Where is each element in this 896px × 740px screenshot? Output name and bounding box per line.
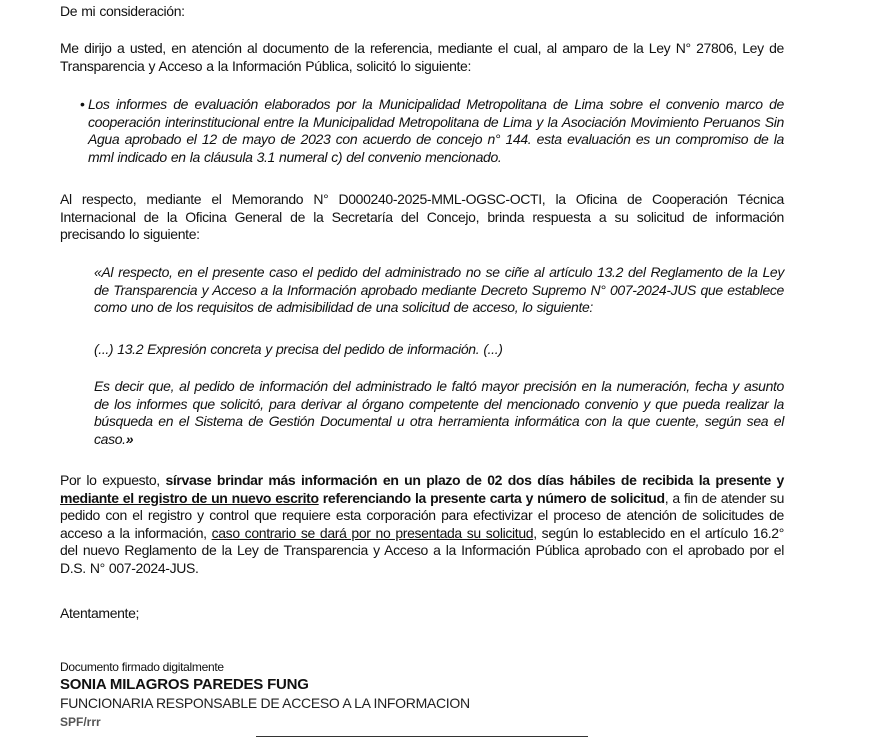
signer-role: FUNCIONARIA RESPONSABLE DE ACCESO A LA INFORMACION — [60, 695, 470, 711]
quote-paragraph-1: «Al respecto, en el presente caso el pedido del administrado no se ciñe al artículo 13.2 del Reglamento de la Ley de Transparencia y Acceso a la Información aprobado mediante Decreto Supremo N° 007-2024-JUS que establece como uno de los requisitos de admisibilidad de una solicitud de acceso, lo siguiente: — [94, 264, 784, 315]
signer-name: SONIA MILAGROS PAREDES FUNG — [60, 676, 309, 693]
bullet-icon: • — [80, 96, 85, 112]
reference-initials: SPF/rrr — [60, 715, 101, 729]
conclusion-paragraph — [60, 472, 784, 577]
quote-close-mark: » — [125, 430, 134, 447]
closing: Atentamente; — [60, 605, 140, 621]
footer-divider — [256, 736, 588, 737]
conclusion-text-2: , a fin de atender su pedido con el registro y control que requiere esta corporación para efectivizar el proceso de atención de solicitudes de acceso a la información, — [60, 489, 785, 541]
conclusion-bold-underline: mediante el registro de un nuevo escrito — [60, 489, 319, 506]
request-list-item — [80, 96, 784, 166]
conclusion-text-3: , según lo establecido en el artículo 16.2° del nuevo Reglamento de la Ley de Transparencia y Acceso a la Información Pública aprobado con el aprobado por el D.S. N° 007-2024-JUS. — [60, 524, 784, 576]
quote-paragraph-3-text: Es decir que, al pedido de información del administrado le faltó mayor precisión en la numeración, fecha y asunto de los informes que solicitó, para derivar al órgano competente del mencionado convenio y que pueda realizar la búsqueda en el Sistema de Gestión Documental u otra herramienta informática con la que cuente, según sea el caso. — [94, 378, 784, 447]
quote-paragraph-3 — [94, 378, 784, 448]
conclusion-bold-1: sírvase brindar más información en un plazo de 02 dos días hábiles de recibida la presente y — [165, 472, 784, 488]
conclusion-text-1: Por lo expuesto, — [60, 472, 166, 488]
signature-label: Documento firmado digitalmente — [60, 660, 224, 674]
response-paragraph: Al respecto, mediante el Memorando N° D000240-2025-MML-OGSC-OCTI, la Oficina de Cooperación Técnica Internacional de la Oficina General de la Secretaría del Concejo, brinda respuesta a su solicitud de información precisando lo siguiente: — [60, 191, 784, 242]
greeting: De mi consideración: — [60, 3, 185, 19]
quote-paragraph-2: (...) 13.2 Expresión concreta y precisa del pedido de información. (...) — [94, 341, 503, 357]
conclusion-bold-2: referenciando la presente carta y número de solicitud — [318, 489, 665, 506]
intro-paragraph: Me dirijo a usted, en atención al documento de la referencia, mediante el cual, al amparo de la Ley N° 27806, Ley de Transparencia y Acceso a la Información Pública, solicitó lo siguiente: — [60, 40, 784, 74]
request-item-text: Los informes de evaluación elaborados por la Municipalidad Metropolitana de Lima sobre el convenio marco de cooperación interinstitucional entre la Municipalidad Metropolitana de Lima y la Asociación Movimiento Peruanos Sin Agua aprobado el 12 de mayo de 2023 con acuerdo de concejo n° 144. esta evaluación es un compromiso de la mml indicado en la cláusula 3.1 numeral c) del convenio mencionado. — [88, 96, 784, 165]
conclusion-underline: caso contrario se dará por no presentada su solicitud — [211, 524, 534, 541]
